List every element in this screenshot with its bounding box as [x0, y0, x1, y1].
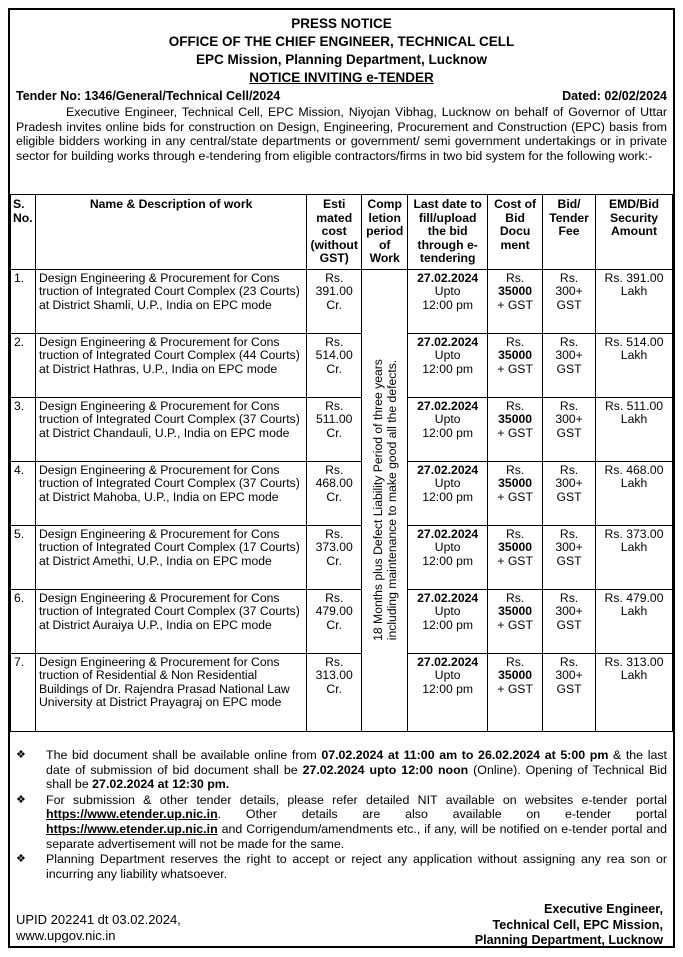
row-cost: Rs. 514.00 Cr.	[307, 333, 362, 397]
table-row	[11, 269, 673, 333]
row-sno: 5.	[11, 525, 36, 589]
table-row	[11, 461, 673, 525]
intro-paragraph: Executive Engineer, Technical Cell, EPC Mission, Niyojan Vibhag, Lucknow on behalf of Governor of Uttar Pradesh invites online bids for construction on Design, Engineering, Procurement and Construction (EPC) basis from eligible bidders working in any central/state departments or government/ semi government undertakings or in private sector for building works through e-tendering from eligible contractors/firms in two bid system for the following work:-	[16, 105, 667, 163]
row-fee: Rs. 300+ GST	[543, 653, 596, 731]
row-date: 27.02.2024 Upto 12:00 pm	[408, 525, 488, 589]
row-fee: Rs. 300+ GST	[543, 525, 596, 589]
header-fee: Bid/ Tender Fee	[543, 195, 596, 270]
department-heading: EPC Mission, Planning Department, Lucknow	[195, 52, 488, 67]
header-emd: EMD/Bid Security Amount	[596, 195, 673, 270]
row-emd: Rs. 511.00 Lakh	[596, 397, 673, 461]
note-bid-availability: ❖ The bid document shall be available online from 07.02.2024 at 11:00 am to 26.02.2024 at 5:00 pm & the last date of submission of bid document shall be 27.02.2024 upto 12:00 noon (Online). Opening of Technical Bid shall be 27.02.2024 at 12:30 pm.	[16, 748, 668, 792]
diamond-bullet-icon: ❖	[16, 793, 26, 806]
row-emd: Rs. 391.00 Lakh	[596, 269, 673, 333]
row-sno: 6.	[11, 589, 36, 653]
upid-text: UPID 202241 dt 03.02.2024,	[16, 912, 181, 927]
etender-portal-link[interactable]: https://www.etender.up.nic.in	[46, 807, 218, 822]
signatory-department: Planning Department, Lucknow	[474, 933, 663, 947]
header-date: Last date to fill/upload the bid through e-tendering	[408, 195, 488, 270]
website-text: www.upgov.nic.in	[16, 928, 116, 943]
row-date: 27.02.2024 Upto 12:00 pm	[408, 589, 488, 653]
signatory-office: Technical Cell, EPC Mission,	[492, 917, 663, 932]
row-name: Design Engineering & Procurement for Cons truction of Integrated Court Complex (44 Courts) at District Hathras, U.P., India on EPC mode	[35, 333, 306, 397]
table-row	[11, 333, 673, 397]
header-sno: S. No.	[11, 195, 36, 270]
diamond-bullet-icon: ❖	[16, 853, 26, 866]
signature-block	[475, 902, 663, 949]
row-bid-cost: Rs. 35000 + GST	[488, 461, 543, 525]
row-emd: Rs. 514.00 Lakh	[596, 333, 673, 397]
row-cost: Rs. 479.00 Cr.	[307, 589, 362, 653]
table-row	[11, 525, 673, 589]
row-fee: Rs. 300+ GST	[543, 589, 596, 653]
row-emd: Rs. 313.00 Lakh	[596, 653, 673, 731]
row-sno: 7.	[11, 653, 36, 731]
row-cost: Rs. 468.00 Cr.	[307, 461, 362, 525]
signatory-title: Executive Engineer,	[544, 902, 663, 916]
row-sno: 1.	[11, 269, 36, 333]
table-row	[11, 653, 673, 731]
row-fee: Rs. 300+ GST	[543, 333, 596, 397]
row-bid-cost: Rs. 35000 + GST	[488, 653, 543, 731]
header-period: Comp letion period of Work	[362, 195, 408, 270]
tender-number: Tender No: 1346/General/Technical Cell/2024	[16, 89, 281, 103]
row-name: Design Engineering & Procurement for Cons truction of Integrated Court Complex (37 Courts) at District Auraiya U.P., India on EPC mode	[35, 589, 306, 653]
row-name: Design Engineering & Procurement for Cons truction of Integrated Court Complex (37 Courts) at District Chandauli, U.P., India on EPC mode	[35, 397, 306, 461]
row-date: 27.02.2024 Upto 12:00 pm	[408, 461, 488, 525]
office-heading: OFFICE OF THE CHIEF ENGINEER, TECHNICAL CELL	[168, 34, 515, 49]
row-bid-cost: Rs. 35000 + GST	[488, 333, 543, 397]
notice-title: NOTICE INVITING e-TENDER	[249, 70, 434, 85]
tender-info	[16, 89, 667, 103]
table-header-row	[11, 195, 673, 270]
row-emd: Rs. 468.00 Lakh	[596, 461, 673, 525]
row-fee: Rs. 300+ GST	[543, 269, 596, 333]
row-emd: Rs. 373.00 Lakh	[596, 525, 673, 589]
works-table	[10, 194, 673, 732]
row-date: 27.02.2024 Upto 12:00 pm	[408, 333, 488, 397]
row-emd: Rs. 479.00 Lakh	[596, 589, 673, 653]
header-bid-cost: Cost of Bid Docu ment	[488, 195, 543, 270]
row-bid-cost: Rs. 35000 + GST	[488, 397, 543, 461]
tender-date: Dated: 02/02/2024	[562, 89, 667, 103]
row-cost: Rs. 373.00 Cr.	[307, 525, 362, 589]
row-sno: 2.	[11, 333, 36, 397]
row-date: 27.02.2024 Upto 12:00 pm	[408, 269, 488, 333]
row-fee: Rs. 300+ GST	[543, 461, 596, 525]
header-name: Name & Description of work	[35, 195, 306, 270]
footer-upid	[16, 912, 181, 944]
press-notice	[8, 8, 675, 948]
row-name: Design Engineering & Procurement for Cons truction of Residential & Non Residential Buildings of Dr. Rajendra Prasad National Law University at District Prayagraj on EPC mode	[35, 653, 306, 731]
row-cost: Rs. 511.00 Cr.	[307, 397, 362, 461]
row-cost: Rs. 313.00 Cr.	[307, 653, 362, 731]
row-name: Design Engineering & Procurement for Cons truction of Integrated Court Complex (17 Courts) at District Amethi, U.P., India on EPC mode	[35, 525, 306, 589]
row-date: 27.02.2024 Upto 12:00 pm	[408, 653, 488, 731]
row-name: Design Engineering & Procurement for Cons truction of Integrated Court Complex (37 Courts) at District Mahoba, U.P., India on EPC mode	[35, 461, 306, 525]
row-cost: Rs. 391.00 Cr.	[307, 269, 362, 333]
note-submission-details: ❖ For submission & other tender details, please refer detailed NIT available on websites e-tender portal https://www.etender.up.nic.in. Other details are also available on e-tender portal https://www.etender.up.nic.in and Corrigendum/amendments etc., if any, will be notified on e-tender portal and separate advertisement will not be made for the same.	[16, 792, 667, 851]
notes-section	[16, 748, 667, 882]
table-row	[11, 589, 673, 653]
table-row	[11, 397, 673, 461]
row-bid-cost: Rs. 35000 + GST	[488, 589, 543, 653]
row-date: 27.02.2024 Upto 12:00 pm	[408, 397, 488, 461]
row-sno: 3.	[11, 397, 36, 461]
row-bid-cost: Rs. 35000 + GST	[488, 269, 543, 333]
diamond-bullet-icon: ❖	[16, 749, 26, 761]
completion-period-cell	[362, 269, 408, 731]
row-fee: Rs. 300+ GST	[543, 397, 596, 461]
row-name: Design Engineering & Procurement for Cons truction of Integrated Court Complex (23 Courts) at District Shamli, U.P., India on EPC mode	[35, 269, 306, 333]
press-notice-heading: PRESS NOTICE	[291, 16, 392, 31]
header-cost: Esti mated cost (without GST)	[307, 195, 362, 270]
completion-period-text: 18 Months plus Defect Liability Period of three years including maintenance to make good all the defects.	[370, 359, 399, 641]
row-bid-cost: Rs. 35000 + GST	[488, 525, 543, 589]
note-reservation: ❖ Planning Department reserves the right to accept or reject any application without assigning any rea son or incurring any liability whatsoever.	[16, 852, 667, 881]
row-sno: 4.	[11, 461, 36, 525]
etender-portal-link[interactable]: https://www.etender.up.nic.in	[46, 821, 218, 836]
